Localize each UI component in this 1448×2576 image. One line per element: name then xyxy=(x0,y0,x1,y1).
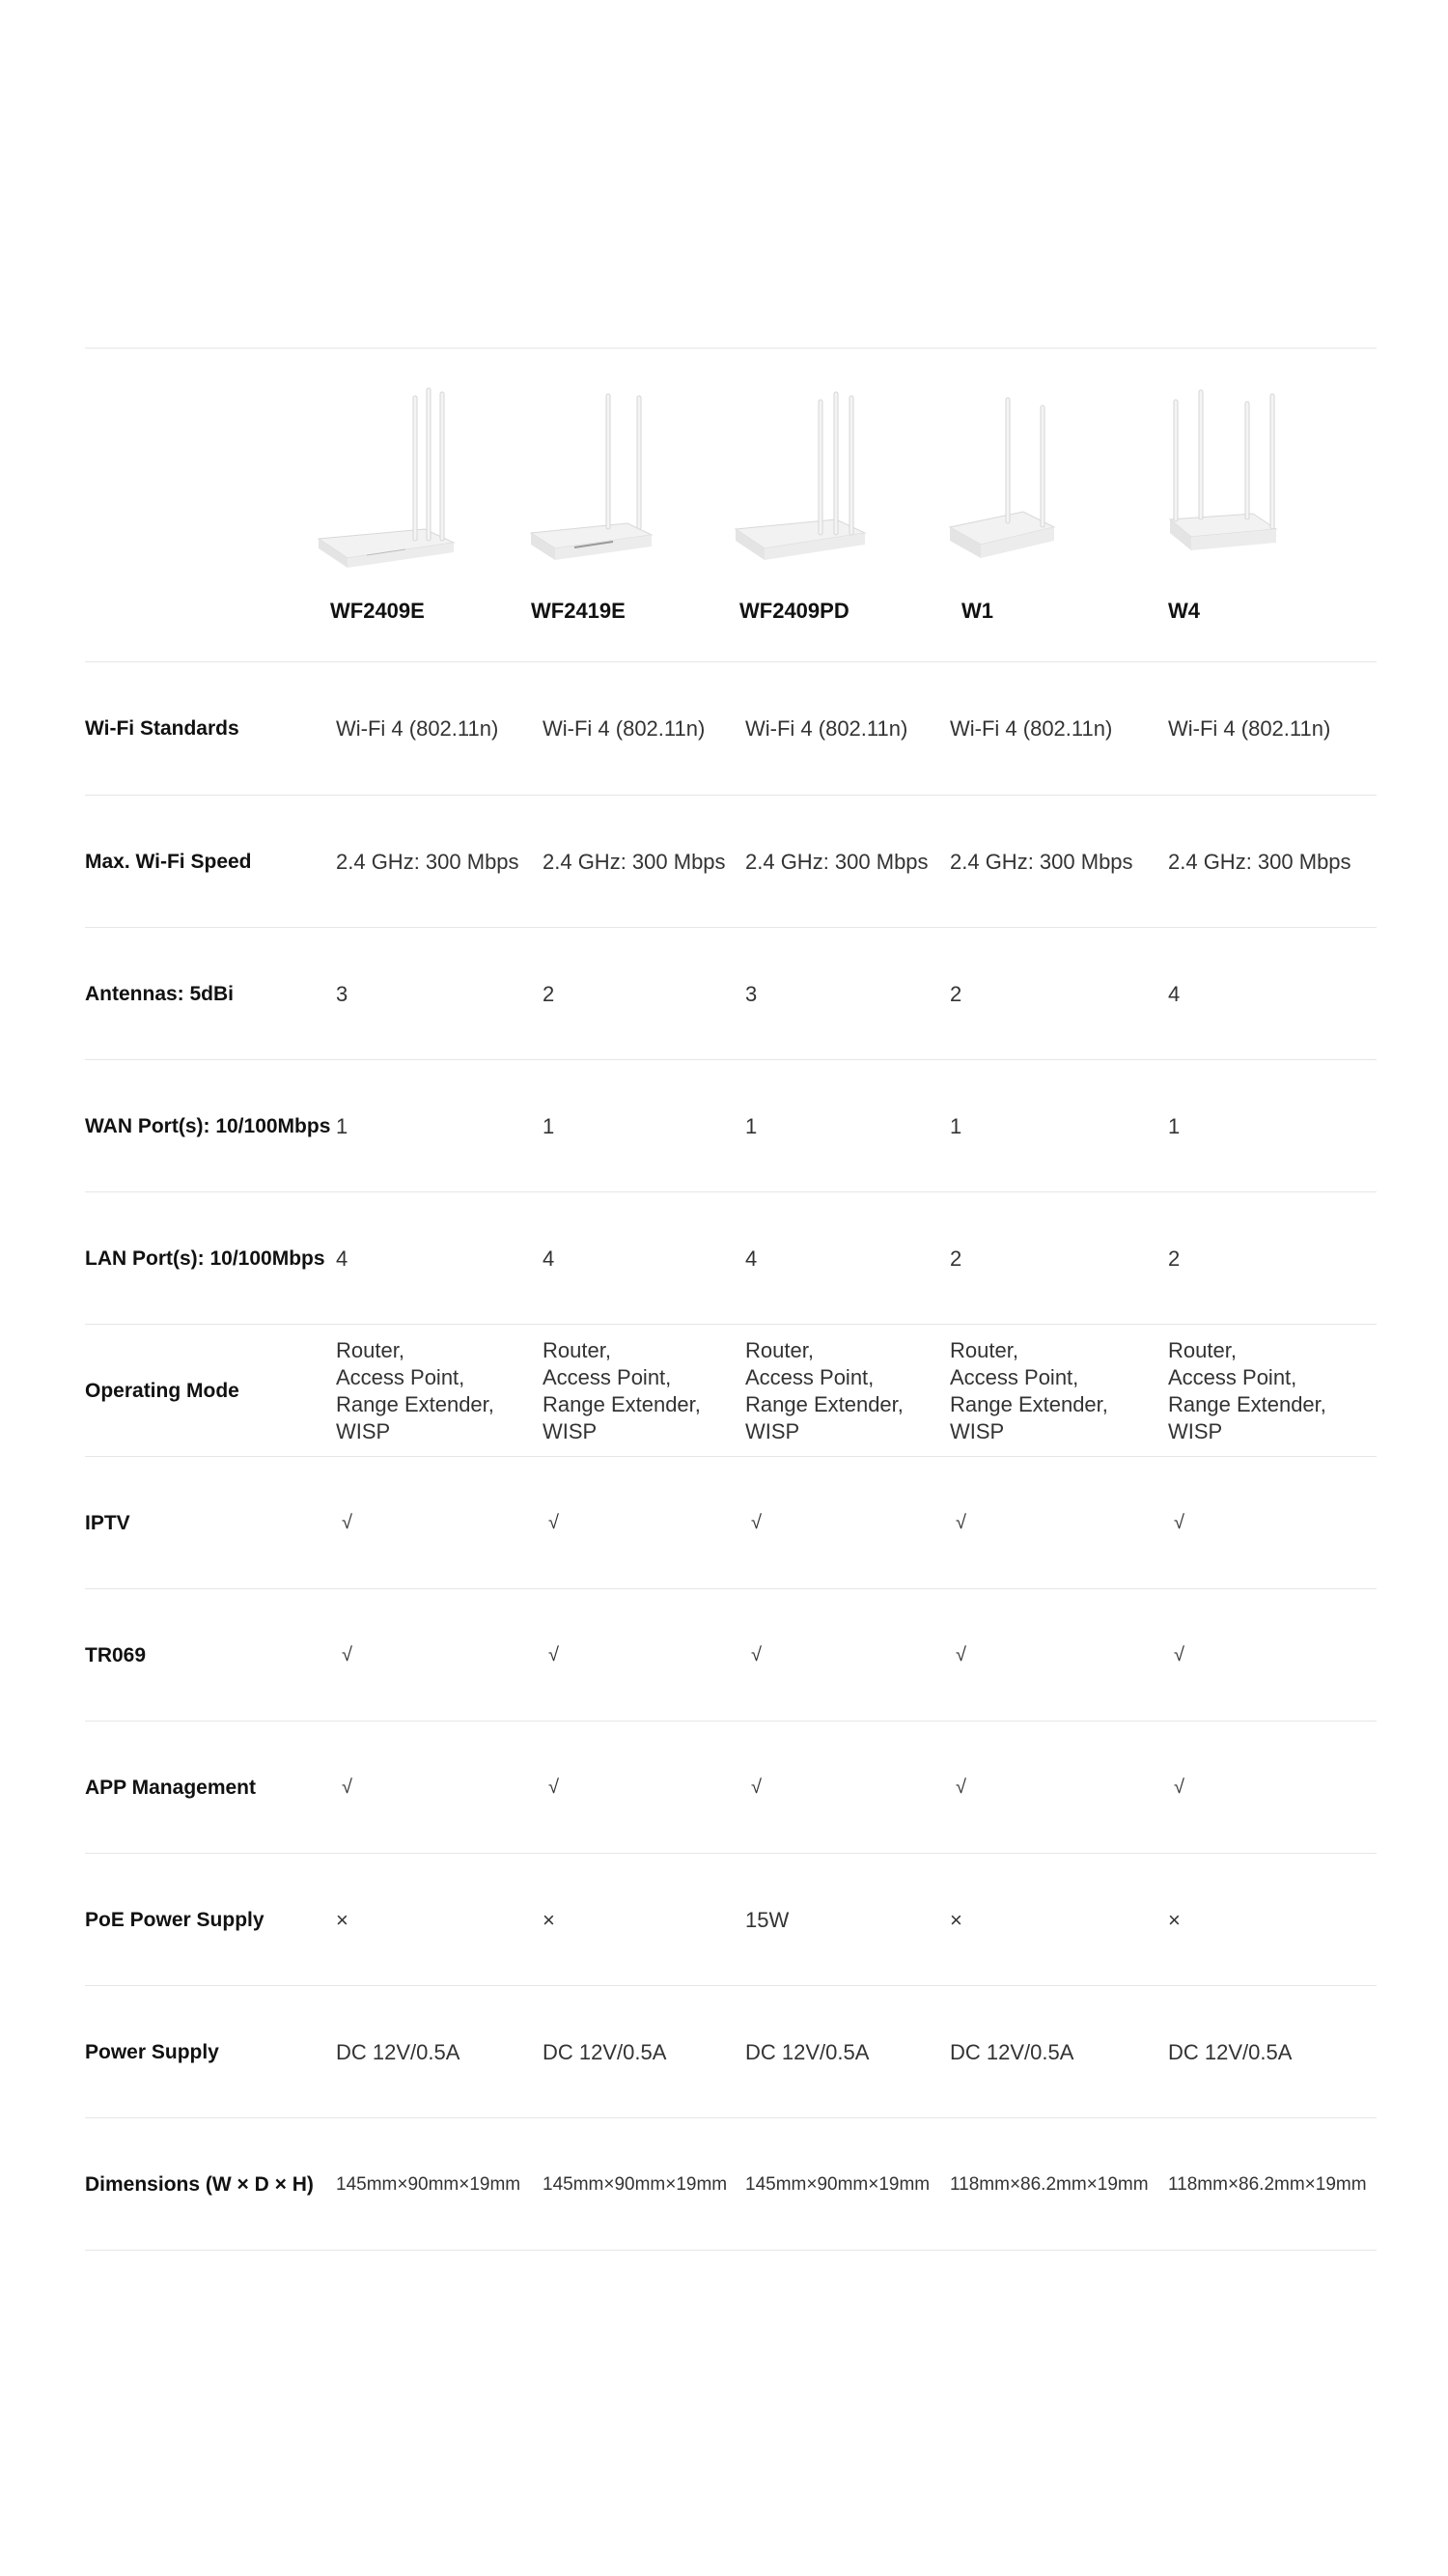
row-wifi-standards xyxy=(85,662,1377,795)
cell-value: DC 12V/0.5A xyxy=(543,2039,667,2064)
cell-value: 1 xyxy=(745,1113,758,1138)
row-power-supply xyxy=(85,1986,1377,2118)
cell-value: DC 12V/0.5A xyxy=(336,2039,460,2064)
cell-value: Wi-Fi 4 (802.11n) xyxy=(950,715,1113,741)
cell-value: 2.4 GHz: 300 Mbps xyxy=(745,849,929,874)
product-column-w4 xyxy=(1166,348,1369,661)
check-icon: √ xyxy=(956,1644,966,1666)
cell-value: 145mm×90mm×19mm xyxy=(543,2173,728,2195)
cell-value: 4 xyxy=(745,1246,758,1271)
cell-value: 2.4 GHz: 300 Mbps xyxy=(950,849,1133,874)
row-label: Dimensions (W × D × H) xyxy=(85,2172,314,2196)
cell-value: Router, Access Point, Range Extender, WISP xyxy=(336,1337,494,1443)
row-label: Max. Wi-Fi Speed xyxy=(85,850,252,873)
cell-value: 145mm×90mm×19mm xyxy=(336,2173,521,2195)
cell-value: 3 xyxy=(336,981,348,1006)
row-label: Antennas: 5dBi xyxy=(85,982,235,1005)
cell-value: 1 xyxy=(1168,1113,1181,1138)
cell-value: Router, Access Point, Range Extender, WISP xyxy=(745,1337,904,1443)
check-icon: √ xyxy=(1174,1644,1184,1666)
cell-value: 145mm×90mm×19mm xyxy=(745,2173,931,2195)
cell-value: 4 xyxy=(336,1246,348,1271)
check-icon: √ xyxy=(548,1644,559,1666)
product-name: W1 xyxy=(961,599,993,623)
product-name: W4 xyxy=(1168,599,1200,623)
check-icon: √ xyxy=(956,1777,966,1798)
cell-value: Router, Access Point, Range Extender, WISP xyxy=(950,1337,1108,1443)
row-lan-ports xyxy=(85,1192,1377,1325)
check-icon: √ xyxy=(751,1644,762,1666)
product-column-wf2409pd xyxy=(730,348,933,661)
cross-icon: × xyxy=(543,1907,555,1932)
check-icon: √ xyxy=(342,1777,352,1798)
product-name: WF2419E xyxy=(531,599,626,623)
cell-value: Router, Access Point, Range Extender, WISP xyxy=(543,1337,701,1443)
cell-value: 2.4 GHz: 300 Mbps xyxy=(543,849,726,874)
router-image xyxy=(521,377,685,579)
check-icon: √ xyxy=(548,1777,559,1798)
check-icon: √ xyxy=(1174,1777,1184,1798)
cross-icon: × xyxy=(336,1907,348,1932)
row-operating-mode xyxy=(85,1325,1377,1457)
product-name: WF2409E xyxy=(330,599,425,623)
row-iptv xyxy=(85,1457,1377,1589)
cell-value: 4 xyxy=(1168,981,1181,1006)
cell-value: Wi-Fi 4 (802.11n) xyxy=(543,715,706,741)
cell-value: 1 xyxy=(950,1113,962,1138)
row-label: TR069 xyxy=(85,1643,147,1666)
row-wan-ports xyxy=(85,1060,1377,1192)
check-icon: √ xyxy=(956,1512,966,1533)
row-label: WAN Port(s): 10/100Mbps xyxy=(85,1114,331,1137)
cell-value: Wi-Fi 4 (802.11n) xyxy=(1168,715,1331,741)
row-label: Wi-Fi Standards xyxy=(85,716,239,740)
row-tr069 xyxy=(85,1589,1377,1722)
check-icon: √ xyxy=(342,1512,352,1533)
cell-value: Wi-Fi 4 (802.11n) xyxy=(336,715,499,741)
check-icon: √ xyxy=(751,1512,762,1533)
row-dimensions xyxy=(85,2118,1377,2251)
cell-value: Router, Access Point, Range Extender, WISP xyxy=(1168,1337,1326,1443)
cell-value: DC 12V/0.5A xyxy=(1168,2039,1293,2064)
check-icon: √ xyxy=(548,1512,559,1533)
row-poe-power-supply xyxy=(85,1854,1377,1986)
cell-value: Wi-Fi 4 (802.11n) xyxy=(745,715,908,741)
row-app-management xyxy=(85,1722,1377,1854)
check-icon: √ xyxy=(1174,1512,1184,1533)
row-label: Power Supply xyxy=(85,2040,219,2063)
check-icon: √ xyxy=(751,1777,762,1798)
product-column-w1 xyxy=(946,348,1149,661)
row-label: Operating Mode xyxy=(85,1379,239,1402)
router-image xyxy=(730,377,894,579)
cell-value: 1 xyxy=(336,1113,348,1138)
cell-value: 2 xyxy=(1168,1246,1181,1271)
product-name: WF2409PD xyxy=(739,599,849,623)
row-label: APP Management xyxy=(85,1776,256,1799)
cross-icon: × xyxy=(1168,1907,1181,1932)
cell-value: 15W xyxy=(745,1907,790,1932)
cell-value: 2 xyxy=(950,1246,962,1271)
cell-value: 2 xyxy=(543,981,555,1006)
table-bottom-divider xyxy=(85,2250,1377,2251)
cell-value: 118mm×86.2mm×19mm xyxy=(1168,2173,1367,2195)
row-max-wifi-speed xyxy=(85,796,1377,928)
cell-value: 1 xyxy=(543,1113,555,1138)
cell-value: 118mm×86.2mm×19mm xyxy=(950,2173,1149,2195)
router-image xyxy=(1166,377,1330,579)
cell-value: 2 xyxy=(950,981,962,1006)
cell-value: 2.4 GHz: 300 Mbps xyxy=(1168,849,1351,874)
cell-value: DC 12V/0.5A xyxy=(745,2039,870,2064)
row-label: IPTV xyxy=(85,1511,130,1534)
product-column-wf2409e xyxy=(309,348,512,661)
cell-value: 3 xyxy=(745,981,758,1006)
product-column-wf2419e xyxy=(521,348,724,661)
cross-icon: × xyxy=(950,1907,962,1932)
router-image xyxy=(946,377,1110,579)
router-image xyxy=(309,377,473,579)
cell-value: 2.4 GHz: 300 Mbps xyxy=(336,849,519,874)
check-icon: √ xyxy=(342,1644,352,1666)
row-antennas xyxy=(85,928,1377,1060)
cell-value: 4 xyxy=(543,1246,555,1271)
row-label: LAN Port(s): 10/100Mbps xyxy=(85,1246,325,1270)
row-label: PoE Power Supply xyxy=(85,1908,265,1931)
cell-value: DC 12V/0.5A xyxy=(950,2039,1074,2064)
